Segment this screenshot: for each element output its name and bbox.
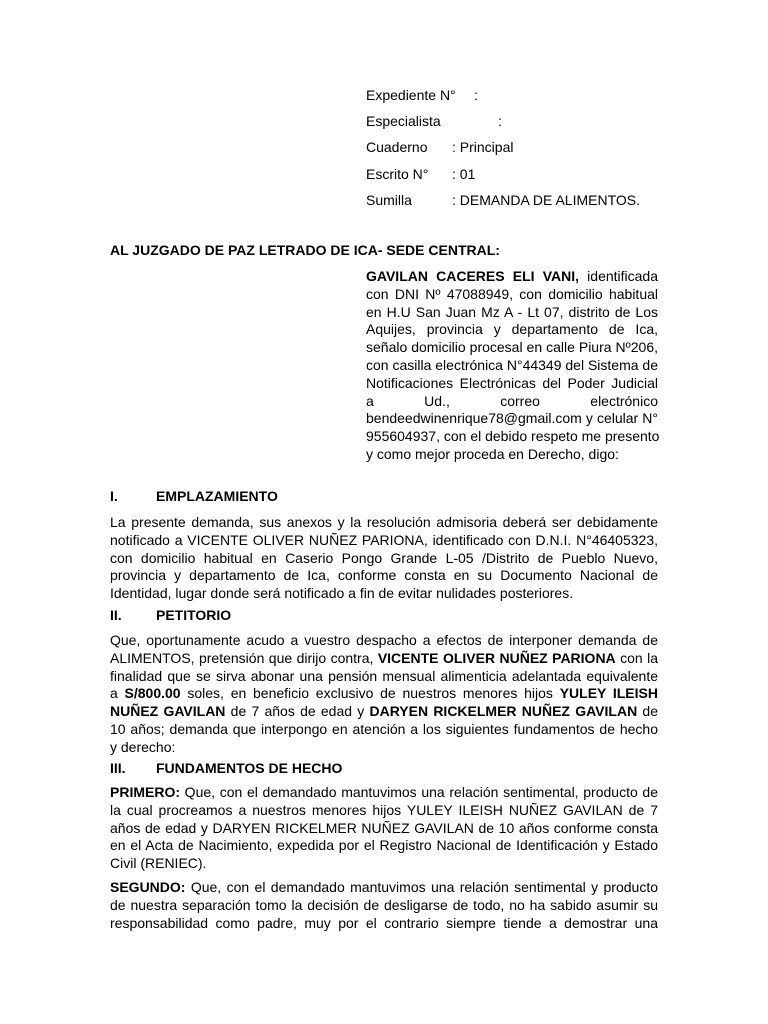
paragraph-line: con domicilio habitual en Caserio Pongo Grande L-05 /Distrito de Pueblo Nuevo, — [110, 549, 658, 566]
paragraph-line: de nuestra separación tomo la decisión de desligarse de todo, no ha sabido asumir su — [110, 896, 658, 913]
paragraph-line: SEGUNDO: Que, con el demandado mantuvimos una relación sentimental y producto — [110, 879, 658, 895]
paragraph-lead: SEGUNDO: — [110, 879, 186, 895]
party-line: bendeedwinenrique78@gmail.com y celular N° — [366, 410, 658, 427]
paragraph-line: años de edad y DARYEN RICKELMER NUÑEZ GAVILAN de 10 años conforme consta — [110, 819, 658, 836]
party-introduction — [366, 268, 658, 464]
header-row-escrito — [366, 165, 475, 183]
child-name: DARYEN RICKELMER NUÑEZ GAVILAN — [369, 703, 638, 720]
header-value: : — [474, 87, 478, 103]
party-line: GAVILAN CACERES ELI VANI, identificada — [366, 268, 658, 284]
paragraph-line: La presente demanda, sus anexos y la resolución admisoria deberá ser debidamente — [110, 514, 658, 530]
party-line: con DNI Nº 47088949, con domicilio habitual — [366, 285, 658, 302]
paragraph-line: Identidad, lugar donde será notificado a fin de evitar nulidades posteriores. — [110, 585, 574, 602]
header-row-cuaderno — [366, 138, 513, 156]
header-label: Cuaderno — [366, 139, 428, 155]
child-name: YULEY ILEISH — [559, 685, 658, 702]
paragraph-line: y derecho: — [110, 738, 176, 755]
paragraph-line: PRIMERO: Que, con el demandado mantuvimos una relación sentimental, producto de — [110, 784, 658, 800]
paragraph-line: finalidad que se sirva abonar una pensión mensual alimenticia adelantada equivalente — [110, 667, 658, 684]
header-value: : 01 — [452, 166, 476, 182]
section-heading: PETITORIO — [156, 607, 232, 623]
header-row-especialista — [366, 112, 502, 130]
party-name: GAVILAN CACERES ELI VANI, — [366, 268, 579, 284]
paragraph-line: 10 años; demanda que interpongo en atención a los siguientes fundamentos de hecho — [110, 720, 658, 737]
paragraph-line: Civil (RENIEC). — [110, 855, 207, 872]
party-line: con casilla electrónica N°44349 del Sistema de — [366, 356, 658, 373]
party-line: 955604937, con el debido respeto me presento — [366, 428, 660, 445]
paragraph-emplazamiento — [110, 514, 658, 603]
addressee: AL JUZGADO DE PAZ LETRADO DE ICA- SEDE CENTRAL: — [110, 242, 500, 258]
header-label: Sumilla — [366, 192, 412, 208]
defendant-name: VICENTE OLIVER NUÑEZ PARIONA — [377, 649, 616, 666]
section-title-emplazamiento — [110, 488, 278, 504]
party-line: y como mejor proceda en Derecho, digo: — [366, 445, 619, 462]
section-number: III. — [110, 760, 126, 776]
section-number: I. — [110, 488, 118, 504]
section-heading: FUNDAMENTOS DE HECHO — [156, 760, 343, 776]
party-line: en H.U San Juan Mz A - Lt 07, distrito de Los — [366, 303, 658, 320]
paragraph-segundo — [110, 879, 658, 932]
header-row-expediente — [366, 86, 478, 104]
header-value: : Principal — [452, 139, 514, 155]
header-value: : DEMANDA DE ALIMENTOS. — [452, 192, 641, 208]
party-line: Notificaciones Electrónicas del Poder Judicial — [366, 374, 658, 391]
paragraph-line: NUÑEZ GAVILAN de 7 años de edad y DARYEN RICKELMER NUÑEZ GAVILAN de — [110, 703, 658, 720]
paragraph-line: provincia y departamento de Ica, conforme consta en su Documento Nacional de — [110, 567, 658, 584]
party-line: a Ud., correo electrónico — [366, 392, 658, 409]
paragraph-line: ALIMENTOS, pretensión que dirijo contra, VICENTE OLIVER NUÑEZ PARIONA con la — [110, 649, 659, 666]
section-title-petitorio — [110, 607, 231, 623]
header-label: Expediente N° — [366, 87, 456, 103]
child-surname: NUÑEZ GAVILAN — [110, 703, 226, 720]
paragraph-line: responsabilidad como padre, muy por el contrario siempre tiende a demostrar una — [110, 914, 658, 931]
section-title-fundamentos — [110, 760, 342, 776]
section-heading: EMPLAZAMIENTO — [156, 488, 278, 504]
party-line: Aquijes, provincia y departamento de Ica, — [366, 321, 658, 338]
header-value: : — [498, 113, 502, 129]
paragraph-line: a S/800.00 soles, en beneficio exclusivo de nuestros menores hijos YULEY ILEISH — [110, 685, 658, 702]
paragraph-line: en el Acta de Nacimiento, expedida por el Registro Nacional de Identificación y Estado — [110, 837, 658, 854]
paragraph-line: notificado a VICENTE OLIVER NUÑEZ PARIONA, identificado con D.N.I. N°46405323, — [110, 531, 658, 548]
section-number: II. — [110, 607, 122, 623]
header-label: Especialista — [366, 113, 441, 129]
paragraph-lead: PRIMERO: — [110, 784, 180, 800]
paragraph-line: Que, oportunamente acudo a vuestro despacho a efectos de interponer demanda de — [110, 632, 658, 648]
party-line: señalo domicilio procesal en calle Piura Nº206, — [366, 339, 658, 356]
amount: S/800.00 — [124, 685, 181, 702]
header-label: Escrito N° — [366, 166, 429, 182]
paragraph-petitorio — [110, 632, 658, 757]
paragraph-primero — [110, 784, 658, 873]
paragraph-line: la cual procreamos a nuestros menores hijos YULEY ILEISH NUÑEZ GAVILAN de 7 — [110, 801, 658, 818]
header-row-sumilla — [366, 191, 640, 209]
